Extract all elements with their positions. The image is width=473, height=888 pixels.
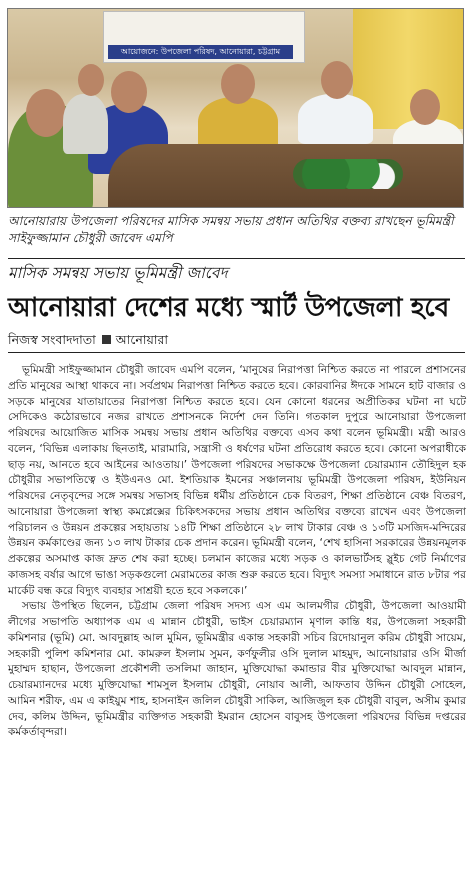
reporter-name: নিজস্ব সংবাদদাতা: [8, 332, 96, 347]
photo-flowers: [293, 159, 403, 189]
photo-table: [108, 144, 464, 208]
divider-line: [8, 258, 465, 259]
kicker-headline: মাসিক সমন্বয় সভায় ভূমিমন্ত্রী জাবেদ: [8, 264, 228, 282]
photo-person: [63, 94, 108, 154]
article-body: [8, 363, 466, 741]
photo-person-head: [410, 89, 440, 125]
divider-line: [8, 352, 465, 353]
photo-person-head: [26, 89, 66, 137]
photo-person-head: [221, 64, 255, 104]
photo-person-head: [78, 64, 104, 96]
photo-person-head: [321, 61, 353, 99]
main-headline: আনোয়ারা দেশের মধ্যে স্মার্ট উপজেলা হবে: [8, 293, 449, 323]
dateline-location: আনোয়ারা: [115, 332, 168, 347]
article-paragraph: ভূমিমন্ত্রী সাইফুজ্জামান চৌধুরী জাবেদ এমপি বলেন, ‘মানুষের নিরাপত্তা নিশ্চিত করতে না পারলে প্রশাসনের প্রতি মানুষের আস্থা থাকবে না। সর্বপ্রথম নিরাপত্তা নিশ্চিত করতে হবে। কোরবানির ঈদকে সামনে হাট বাজার ও সড়কে মানুষের যাতায়াতের নিরাপত্তা নিশ্চিত করতে হবে। যেন কোনো ধরনের অপ্রীতিকর ঘটনা না ঘটে সেদিকেও কঠোরভাবে নজর রাখতে প্রশাসনকে নির্দেশ দেন তিনি। গতকাল দুপুরে আনোয়ারা উপজেলা পরিষদের আয়োজিত মাসিক সমন্বয় সভায় প্রধান অতিথির বক্তব্যে এসব কথা বলেন ভূমিমন্ত্রী। মন্ত্রী আরও বলেন, ‘বিভিন্ন এলাকায় ছিনতাই, মারামারি, সন্ত্রাসী ও ধর্ষণের ঘটনা প্রতিরোধ করতে হবে। কোনো অপরাধীকে ছাড় নয়, আনতে হবে আইনের আওতায়।’ উপজেলা পরিষদের সভাকক্ষে উপজেলা চেয়ারম্যান তৌহিদুল হক চৌধুরীর সভাপতিত্বে ও ইউএনও মো. ইশতিয়াক ইমনের সঞ্চালনায় ভূমিমন্ত্রী উপজেলা পরিষদ, ইউনিয়ন পরিষদের নেতৃবৃন্দের সঙ্গে সমন্বয় সভাসহ বিভিন্ন ধর্মীয় প্রতিষ্ঠানে চেক বিতরণ, শিক্ষা প্রতিষ্ঠানে বেঞ্চ বিতরণ, আনোয়ারা উপজেলা স্বাস্থ্য কমপ্লেক্সের চিকিৎসকদের সভায় প্রধান অতিথির বক্তব্যে রাখেন এবং উপজেলা পরিচালন ও উন্নয়ন প্রকল্পের সহায়তায় ১৪টি শিক্ষা প্রতিষ্ঠানে ২৮ লাখ টাকার বেঞ্চ ও ১৩টি মসজিদ-মন্দিরের উন্নয়ন কর্মকাণ্ডের জন্য ১৩ লাখ টাকার চেক প্রদান করেন। ভূমিমন্ত্রী বলেন, ‘শেখ হাসিনা সরকারের উন্নয়নমূলক প্রকল্পের অসমাপ্ত কাজ দ্রুত শেষ করা হচ্ছে। চলমান কাজের মধ্যে সড়ক ও কালভার্টসহ স্লুইচ গেট নির্মাণের কাজসহ বর্ষার আগে ভাঙা সড়কগুলো মেরামতের কাজ শুরু করতে হবে। বিদ্যুৎ সমস্যা সমাধানে রাত ৮টার পর মার্কেট বন্ধ করে বিদ্যুৎ ব্যবহার সাশ্রয়ী হতে হবে সকলকে।’: [8, 364, 466, 597]
article-paragraph: সভায় উপস্থিত ছিলেন, চট্টগ্রাম জেলা পরিষদ সদস্য এস এম আলমগীর চৌধুরী, উপজেলা আওয়ামী লীগের সভাপতি অধ্যাপক এম এ মান্নান চৌধুরী, ভাইস চেয়ারম্যান মৃণাল কান্তি ধর, উপজেলা সহকারী কমিশনার (ভূমি) মো. আবদুল্লাহ আল মুমিন, ভূমিমন্ত্রীর একান্ত সহকারী সচিব রিদোয়ানুল করিম চৌধুরী সায়েম, সহকারী পুলিশ কমিশনার মো. কামরুল ইসলাম সুমন, কর্ণফুলীর ওসি দুলাল মাহমুদ, আনোয়ারার ওসি মীর্জা মুহাম্মদ হাছান, উপজেলা প্রকৌশলী তসলিমা জাহান, মুক্তিযোদ্ধা কমান্ডার বীর মুক্তিযোদ্ধা আবদুল মান্নান, চেয়ারম্যানদের মধ্যে মুক্তিযোদ্ধা শামসুল ইসলাম চৌধুরী, নোয়াব আলী, আফতাব উদ্দিন চৌধুরী সোহেল, আমিন শরীফ, এম এ কাইয়ুম শাহ, হাসনাইন জলিল চৌধুরী সাকিল, আজিজুল হক চৌধুরী বাবুল, অসীম কুমার দেব, কলিম উদ্দিন, ভূমিমন্ত্রীর ব্যক্তিগত সহকারী ইমরান হোসেন বাবুসহ উপজেলা পরিষদের বিভিন্ন দপ্তরের কর্মকর্তাবৃন্দরা।: [8, 600, 466, 739]
news-photo: [7, 8, 464, 208]
square-bullet-icon: [102, 335, 111, 344]
photo-caption: আনোয়ারায় উপজেলা পরিষদের মাসিক সমন্বয় সভায় প্রধান অতিথির বক্তব্য রাখছেন ভূমিমন্ত্রী সাইফুজ্জামান চৌধুরী জাবেদ এমপি: [8, 214, 454, 245]
byline: [8, 331, 464, 349]
photo-banner-strip: আয়োজনে: উপজেলা পরিষদ, আনোয়ারা, চট্টগ্রাম: [108, 45, 293, 59]
photo-person: [298, 94, 373, 144]
photo-person-head: [111, 71, 147, 113]
